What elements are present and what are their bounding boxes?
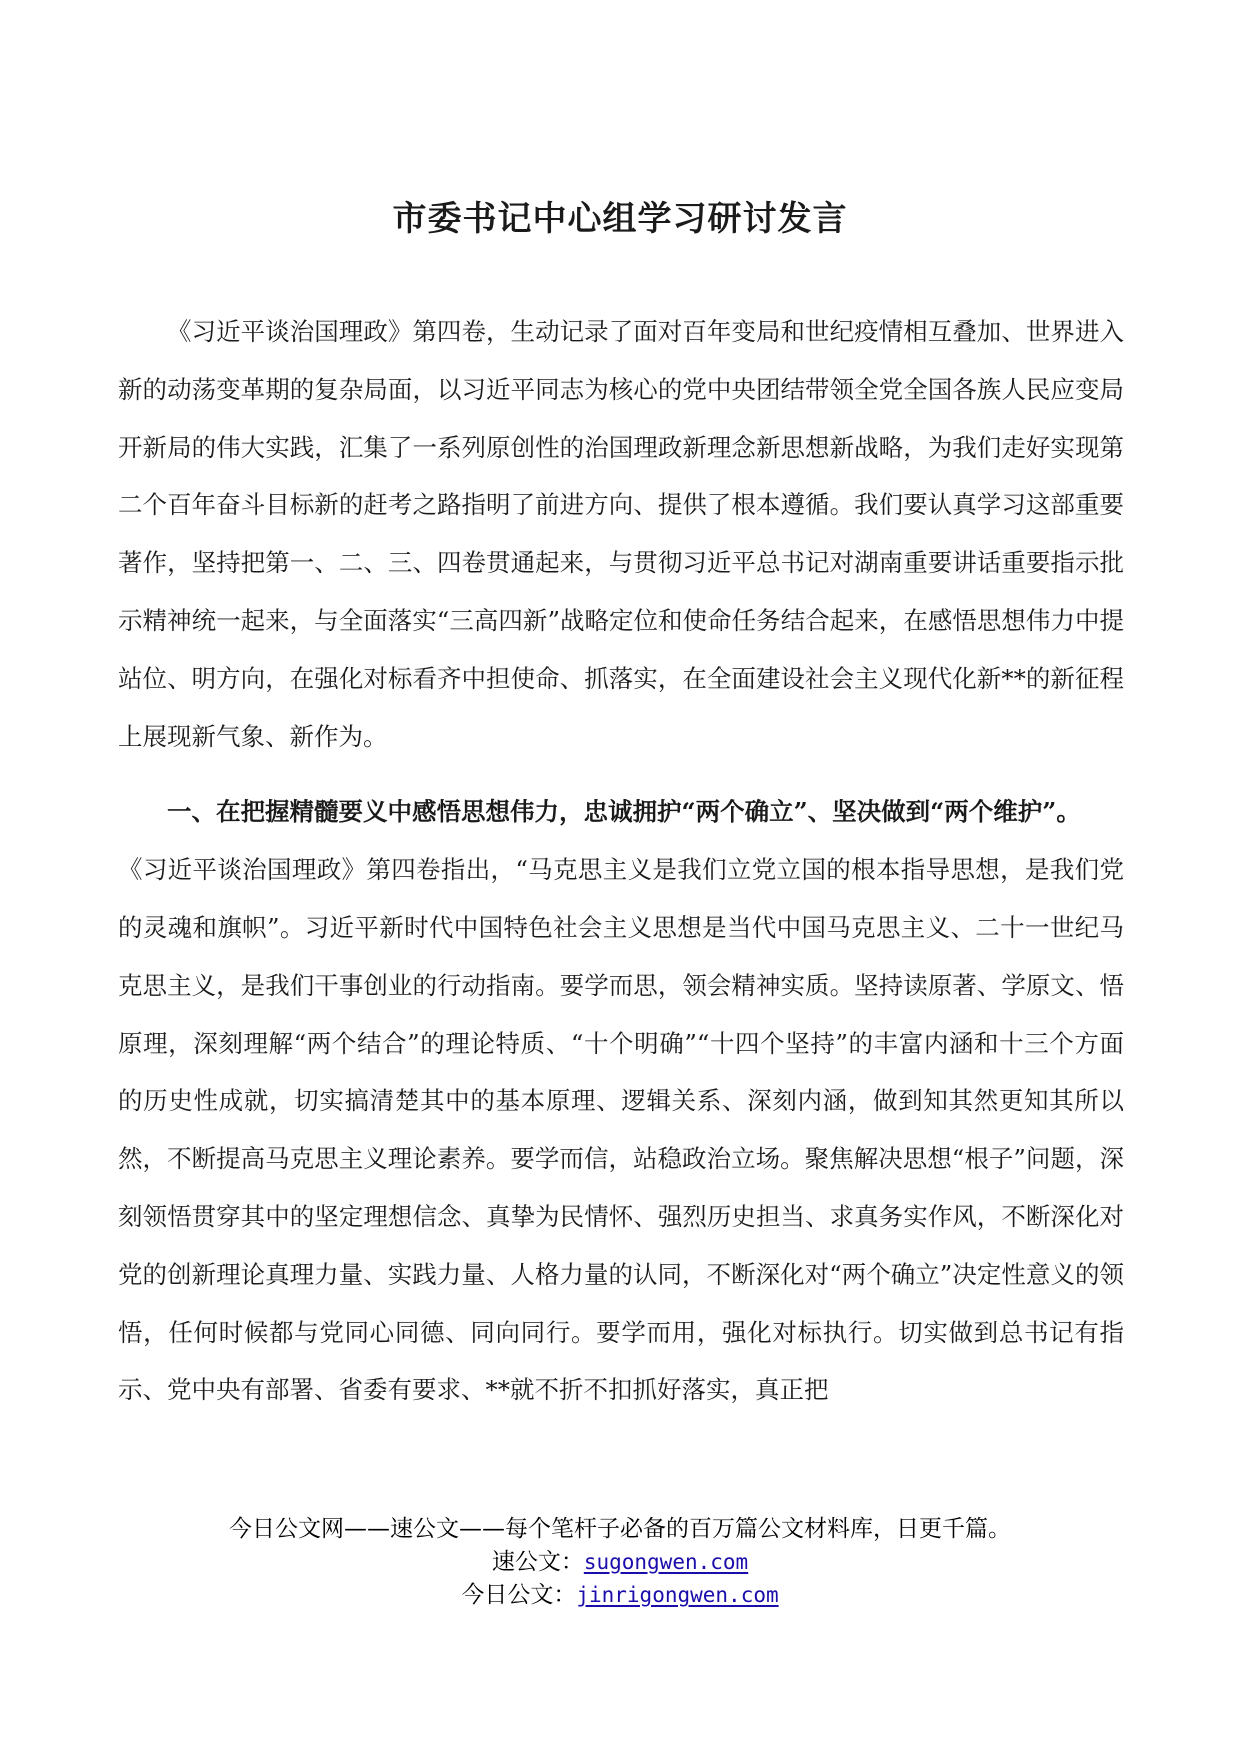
section-1-body: 《习近平谈治国理政》第四卷指出，“马克思主义是我们立党立国的根本指导思想，是我们党的灵魂和旗帜”。习近平新时代中国特色社会主义思想是当代中国马克思主义、二十一世纪马克思主义，是我们干事创业的行动指南。要学而思，领会精神实质。坚持读原著、学原文、悟原理，深刻理解“两个结合”的理论特质、“十个明确”“十四个坚持”的丰富内涵和十三个方面的历史性成就，切实搞清楚其中的基本原理、逻辑关系、深刻内涵，做到知其然更知其所以然，不断提高马克思主义理论素养。要学而信，站稳政治立场。聚焦解决思想“根子”问题，深刻领悟贯穿其中的坚定理想信念、真挚为民情怀、强烈历史担当、求真务实作风，不断深化对党的创新理论真理力量、实践力量、人格力量的认同，不断深化对“两个确立”决定性意义的领悟，任何时候都与党同心同德、同向同行。要学而用，强化对标执行。切实做到总书记有指示、党中央有部署、省委有要求、**就不折不扣抓好落实，真正把 <box>118 855 1124 1405</box>
document-title: 市委书记中心组学习研讨发言 <box>392 199 848 239</box>
intro-paragraph: 《习近平谈治国理政》第四卷，生动记录了面对百年变局和世纪疫情相互叠加、世界进入新的动荡变革期的复杂局面，以习近平同志为核心的党中央团结带领全党全国各族人民应变局开新局的伟大实践，汇集了一系列原创性的治国理政新理念新思想新战略，为我们走好实现第二个百年奋斗目标新的赶考之路指明了前进方向、提供了根本遵循。我们要认真学习这部重要著作，坚持把第一、二、三、四卷贯通起来，与贯彻习近平总书记对湖南重要讲话重要指示批示精神统一起来，与全面落实“三高四新”战略定位和使命任务结合起来，在感悟思想伟力中提站位、明方向，在强化对标看齐中担使命、抓落实，在全面建设社会主义现代化新**的新征程上展现新气象、新作为。 <box>118 317 1124 751</box>
footer-jinri-line <box>0 1579 1240 1612</box>
sugongwen-label: 速公文： <box>491 1549 584 1575</box>
jinri-label: 今日公文： <box>461 1582 577 1608</box>
sugongwen-link[interactable]: sugongwen.com <box>583 1550 749 1574</box>
jinri-link[interactable]: jinrigongwen.com <box>576 1583 779 1607</box>
footer-slogan: 今日公文网——速公文——每个笔杆子必备的百万篇公文材料库，日更千篇。 <box>229 1516 1011 1542</box>
section-1-heading: 一、在把握精髓要义中感悟思想伟力，忠诚拥护“两个确立”、坚决做到“两个维护”。 <box>167 797 1081 827</box>
footer-sugongwen-line <box>0 1546 1240 1579</box>
footer-banner <box>0 1513 1240 1612</box>
document-body <box>118 303 1124 1419</box>
